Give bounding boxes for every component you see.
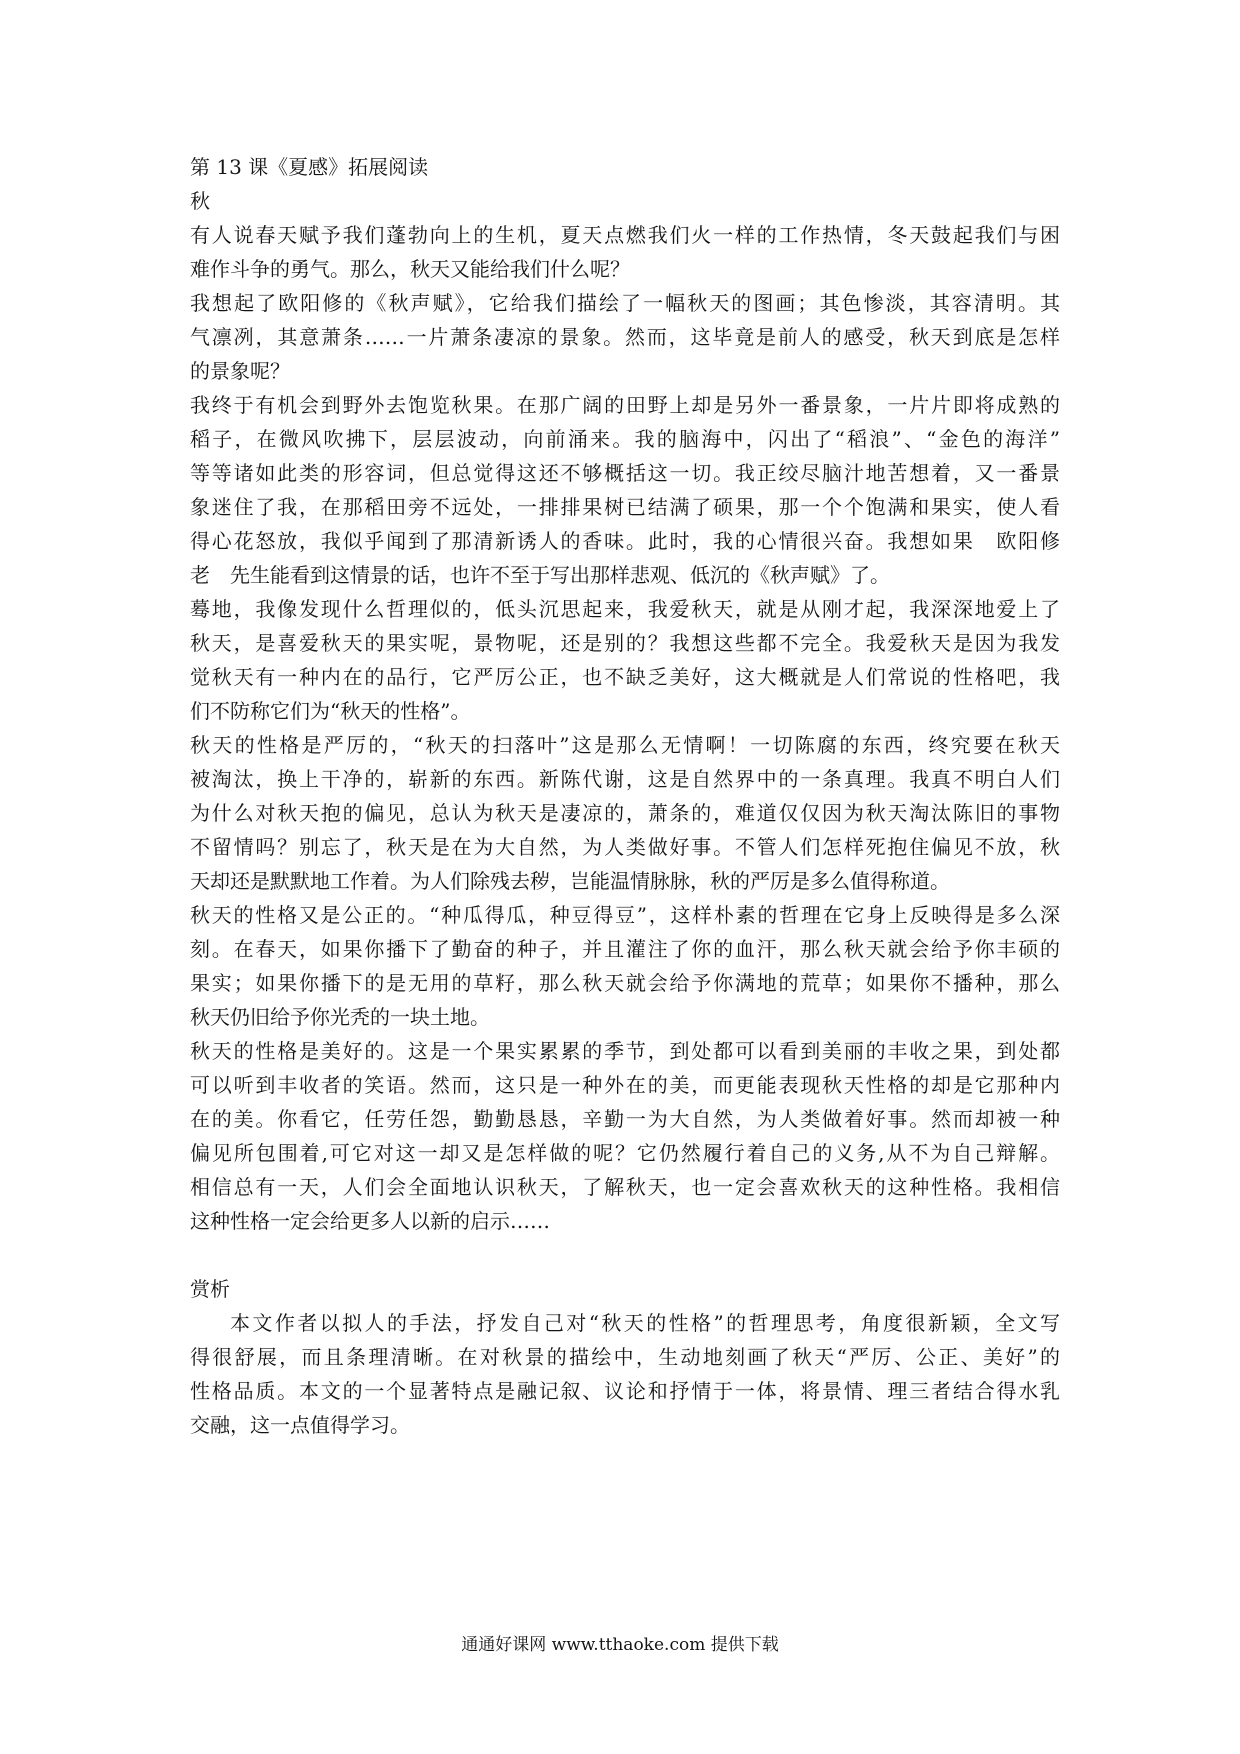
text-line: 这种性格一定会给更多人以新的启示…… xyxy=(190,1209,550,1233)
text-line: 性格品质。本文的一个显著特点是融记叙、议论和抒情于一体，将景情、理三者结合得水乳 xyxy=(190,1379,1060,1403)
text-line: 老 先生能看到这情景的话，也许不至于写出那样悲观、低沉的《秋声赋》了。 xyxy=(190,563,890,587)
text-line: 秋天仍旧给予你光秃的一块土地。 xyxy=(190,1005,490,1029)
text-line: 象迷住了我，在那稻田旁不远处，一排排果树已结满了硕果，那一个个饱满和果实，使人看 xyxy=(190,495,1060,519)
article-title: 秋 xyxy=(190,189,210,213)
text-line: 不留情吗？别忘了，秋天是在为大自然，为人类做好事。不管人们怎样死抱住偏见不放，秋 xyxy=(190,835,1060,859)
text-line: 的景象呢？ xyxy=(190,359,290,383)
article-paragraphs xyxy=(190,218,1060,1238)
text-line: 为什么对秋天抱的偏见，总认为秋天是凄凉的，萧条的，难道仅仅因为秋天淘汰陈旧的事物 xyxy=(190,801,1060,825)
text-line: 刻。在春天，如果你播下了勤奋的种子，并且灌注了你的血汗，那么秋天就会给予你丰硕的 xyxy=(190,937,1060,961)
text-line: 得心花怒放，我似乎闻到了那清新诱人的香味。此时，我的心情很兴奋。我想如果 欧阳修 xyxy=(190,529,1060,553)
paragraph xyxy=(190,218,1060,286)
paragraph xyxy=(190,286,1060,388)
paragraph xyxy=(190,592,1060,728)
text-line: 秋天的性格又是公正的。“种瓜得瓜，种豆得豆”，这样朴素的哲理在它身上反映得是多么深 xyxy=(190,903,1060,927)
text-line: 秋天，是喜爱秋天的果实呢，景物呢，还是别的？我想这些都不完全。我爱秋天是因为我发 xyxy=(190,631,1060,655)
paragraph xyxy=(190,388,1060,592)
appreciation-text xyxy=(190,1306,1060,1442)
document-body xyxy=(190,150,1060,1442)
appreciation-heading: 赏析 xyxy=(190,1277,230,1301)
text-line: 等等诸如此类的形容词，但总觉得这还不够概括这一切。我正绞尽脑汁地苦想着，又一番景 xyxy=(190,461,1060,485)
text-line: 被淘汰，换上干净的，崭新的东西。新陈代谢，这是自然界中的一条真理。我真不明白人们 xyxy=(190,767,1060,791)
document-title: 第 13 课《夏感》拓展阅读 xyxy=(190,155,429,179)
paragraph xyxy=(190,1034,1060,1238)
text-line: 们不防称它们为“秋天的性格”。 xyxy=(190,699,471,723)
page-footer: 通通好课网 www.tthaoke.com 提供下载 xyxy=(461,1635,779,1655)
text-line: 蓦地，我像发现什么哲理似的，低头沉思起来，我爱秋天，就是从刚才起，我深深地爱上了 xyxy=(190,597,1060,621)
text-line: 本文作者以拟人的手法，抒发自己对“秋天的性格”的哲理思考，角度很新颖，全文写 xyxy=(230,1311,1060,1335)
text-line: 有人说春天赋予我们蓬勃向上的生机，夏天点燃我们火一样的工作热情，冬天鼓起我们与困 xyxy=(190,223,1060,247)
text-line: 偏见所包围着,可它对这一却又是怎样做的呢？它仍然履行着自己的义务,从不为自己辩解。 xyxy=(190,1141,1060,1165)
text-line: 秋天的性格是美好的。这是一个果实累累的季节，到处都可以看到美丽的丰收之果，到处都 xyxy=(190,1039,1060,1063)
paragraph xyxy=(190,898,1060,1034)
text-line: 得很舒展，而且条理清晰。在对秋景的描绘中，生动地刻画了秋天“严厉、公正、美好”的 xyxy=(190,1345,1060,1369)
text-line: 在的美。你看它，任劳任怨，勤勤恳恳，辛勤一为大自然，为人类做着好事。然而却被一种 xyxy=(190,1107,1060,1131)
text-line: 秋天的性格是严厉的，“秋天的扫落叶”这是那么无情啊！一切陈腐的东西，终究要在秋天 xyxy=(190,733,1060,757)
paragraph xyxy=(190,728,1060,898)
text-line: 相信总有一天，人们会全面地认识秋天，了解秋天，也一定会喜欢秋天的这种性格。我相信 xyxy=(190,1175,1060,1199)
text-line: 我想起了欧阳修的《秋声赋》，它给我们描绘了一幅秋天的图画；其色惨淡，其容清明。其 xyxy=(190,291,1060,315)
text-line: 气凛冽，其意萧条……一片萧条凄凉的景象。然而，这毕竟是前人的感受，秋天到底是怎样 xyxy=(190,325,1060,349)
text-line: 我终于有机会到野外去饱览秋果。在那广阔的田野上却是另外一番景象，一片片即将成熟的 xyxy=(190,393,1060,417)
section-spacer xyxy=(190,1238,1060,1272)
text-line: 交融，这一点值得学习。 xyxy=(190,1413,410,1437)
text-line: 觉秋天有一种内在的品行，它严厉公正，也不缺乏美好，这大概就是人们常说的性格吧，我 xyxy=(190,665,1060,689)
text-line: 天却还是默默地工作着。为人们除残去秽，岂能温情脉脉，秋的严厉是多么值得称道。 xyxy=(190,869,950,893)
text-line: 可以听到丰收者的笑语。然而，这只是一种外在的美，而更能表现秋天性格的却是它那种内 xyxy=(190,1073,1060,1097)
text-line: 果实；如果你播下的是无用的草籽，那么秋天就会给予你满地的荒草；如果你不播种，那么 xyxy=(190,971,1060,995)
text-line: 稻子，在微风吹拂下，层层波动，向前涌来。我的脑海中，闪出了“稻浪”、“金色的海洋” xyxy=(190,427,1060,451)
text-line: 难作斗争的勇气。那么，秋天又能给我们什么呢？ xyxy=(190,257,630,281)
